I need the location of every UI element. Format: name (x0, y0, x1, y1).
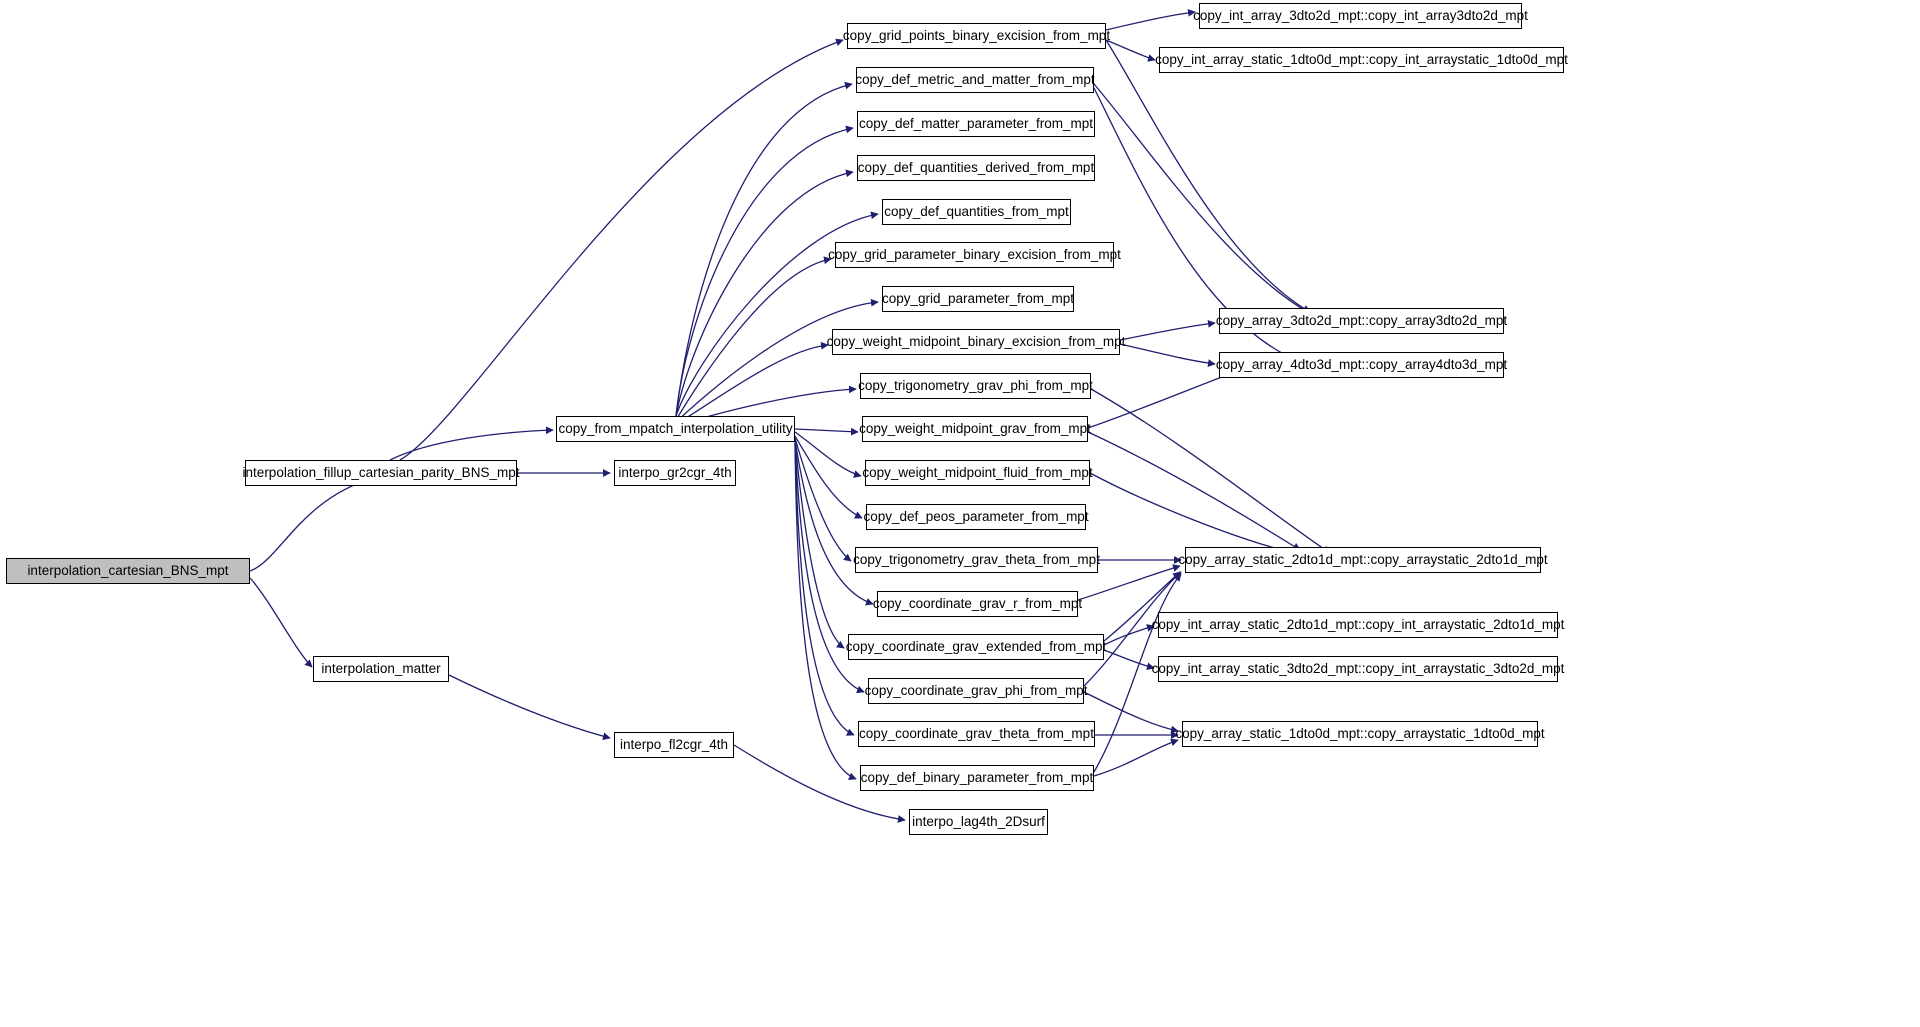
graph-node[interactable] (863, 504, 1089, 530)
graph-edge (1094, 740, 1178, 776)
graph-edge (1104, 626, 1154, 645)
graph-edge (676, 172, 853, 416)
graph-node-label: copy_trigonometry_grav_theta_from_mpt (853, 552, 1100, 568)
graph-node[interactable] (313, 656, 449, 682)
graph-edge (676, 259, 831, 420)
graph-edge (795, 444, 856, 779)
graph-edge (1106, 12, 1195, 30)
graph-edge (1090, 473, 1290, 552)
graph-edge (1088, 432, 1300, 550)
graph-edge (449, 675, 610, 738)
graph-node-label: copy_def_peos_parameter_from_mpt (863, 509, 1089, 525)
graph-edge (1088, 370, 1240, 428)
graph-edge (1084, 692, 1178, 731)
graph-node-label: copy_array_3dto2d_mpt::copy_array3dto2d_mpt (1215, 313, 1508, 329)
graph-node[interactable] (828, 242, 1121, 268)
graph-node-label: copy_grid_parameter_binary_excision_from_mpt (828, 247, 1121, 263)
graph-node[interactable] (1151, 612, 1565, 638)
graph-edge (795, 436, 862, 518)
graph-node-label: interpo_fl2cgr_4th (619, 737, 729, 753)
graph-node[interactable] (882, 286, 1074, 312)
graph-edge (1104, 650, 1154, 668)
graph-node[interactable] (845, 634, 1107, 660)
graph-node[interactable] (859, 416, 1091, 442)
graph-node[interactable] (1215, 352, 1508, 378)
graph-edge (250, 578, 312, 667)
graph-node[interactable] (1175, 721, 1545, 747)
graph-node[interactable] (1193, 3, 1528, 29)
graph-node-label: copy_array_static_1dto0d_mpt::copy_arraystatic_1dto0d_mpt (1175, 726, 1545, 742)
graph-node[interactable] (1215, 308, 1508, 334)
graph-node-label: copy_int_array_static_3dto2d_mpt::copy_int_arraystatic_3dto2d_mpt (1151, 661, 1565, 677)
graph-node-label: copy_int_array_static_2dto1d_mpt::copy_int_arraystatic_2dto1d_mpt (1151, 617, 1565, 633)
graph-edge (795, 432, 861, 476)
graph-node[interactable] (882, 199, 1071, 225)
graph-node[interactable] (556, 416, 795, 442)
graph-node[interactable] (842, 23, 1111, 49)
graph-edge (676, 302, 878, 422)
graph-node[interactable] (858, 721, 1095, 747)
graph-edge (795, 440, 873, 604)
graph-node-label: interpolation_matter (321, 661, 441, 677)
graph-edge (676, 84, 852, 416)
graph-edge (1106, 40, 1310, 312)
graph-node-label: copy_coordinate_grav_r_from_mpt (872, 596, 1083, 612)
graph-node-label: copy_def_quantities_from_mpt (884, 204, 1069, 220)
graph-node[interactable] (826, 329, 1126, 355)
graph-edge (795, 441, 844, 648)
graph-edge (676, 345, 828, 424)
graph-node-label: copy_coordinate_grav_theta_from_mpt (859, 726, 1094, 742)
graph-node-label: copy_def_binary_parameter_from_mpt (860, 770, 1094, 786)
graph-node-label: copy_def_quantities_derived_from_mpt (857, 160, 1095, 176)
graph-node[interactable] (856, 67, 1094, 93)
graph-edge (1120, 344, 1215, 364)
graph-node-label: copy_array_4dto3d_mpt::copy_array4dto3d_mpt (1215, 357, 1508, 373)
graph-node[interactable] (614, 732, 734, 758)
graph-edge (390, 430, 553, 460)
graph-node[interactable] (862, 460, 1093, 486)
graph-node-label: copy_coordinate_grav_phi_from_mpt (864, 683, 1088, 699)
graph-node-label: copy_weight_midpoint_fluid_from_mpt (862, 465, 1093, 481)
graph-edge (1106, 40, 1155, 60)
graph-node-label: copy_trigonometry_grav_phi_from_mpt (858, 378, 1093, 394)
graph-node-label: interpolation_cartesian_BNS_mpt (27, 563, 229, 579)
graph-node[interactable] (242, 460, 520, 486)
graph-node[interactable] (860, 765, 1094, 791)
graph-node-label: copy_array_static_2dto1d_mpt::copy_arraystatic_2dto1d_mpt (1178, 552, 1548, 568)
graph-node[interactable] (1178, 547, 1548, 573)
graph-node[interactable] (857, 155, 1095, 181)
graph-edge (400, 40, 843, 460)
graph-edge (250, 478, 373, 571)
graph-node-label: interpo_lag4th_2Dsurf (912, 814, 1045, 830)
graph-node-label: interpolation_fillup_cartesian_parity_BNS_mpt (242, 465, 520, 481)
graph-node-root[interactable] (6, 558, 250, 584)
graph-node-label: copy_int_array_3dto2d_mpt::copy_int_array3dto2d_mpt (1193, 8, 1528, 24)
graph-edge (1094, 84, 1313, 315)
graph-node-label: copy_coordinate_grav_extended_from_mpt (845, 639, 1107, 655)
graph-node-label: interpo_gr2cgr_4th (618, 465, 732, 481)
graph-edge (795, 443, 854, 735)
graph-node[interactable] (855, 547, 1098, 573)
graph-edge (1120, 323, 1215, 340)
graph-node-label: copy_weight_midpoint_binary_excision_from_mpt (826, 334, 1126, 350)
graph-edge (1091, 389, 1330, 553)
graph-node[interactable] (857, 111, 1095, 137)
graph-node-label: copy_weight_midpoint_grav_from_mpt (859, 421, 1091, 437)
graph-node[interactable] (1155, 47, 1568, 73)
graph-node-label: copy_int_array_static_1dto0d_mpt::copy_int_arraystatic_1dto0d_mpt (1155, 52, 1568, 68)
graph-node[interactable] (864, 678, 1088, 704)
graph-node-label: copy_from_mpatch_interpolation_utility (558, 421, 793, 437)
graph-node-label: copy_grid_parameter_from_mpt (881, 291, 1075, 307)
graph-node[interactable] (860, 373, 1091, 399)
graph-node-label: copy_def_matter_parameter_from_mpt (858, 116, 1094, 132)
graph-node-label: copy_grid_points_binary_excision_from_mpt (842, 28, 1111, 44)
graph-node[interactable] (909, 809, 1048, 835)
graph-node[interactable] (614, 460, 736, 486)
graph-edge (795, 438, 851, 561)
graph-edge (676, 128, 853, 416)
graph-edge (795, 429, 858, 432)
graph-node-label: copy_def_metric_and_matter_from_mpt (855, 72, 1095, 88)
graph-node[interactable] (872, 591, 1083, 617)
graph-node[interactable] (1151, 656, 1565, 682)
